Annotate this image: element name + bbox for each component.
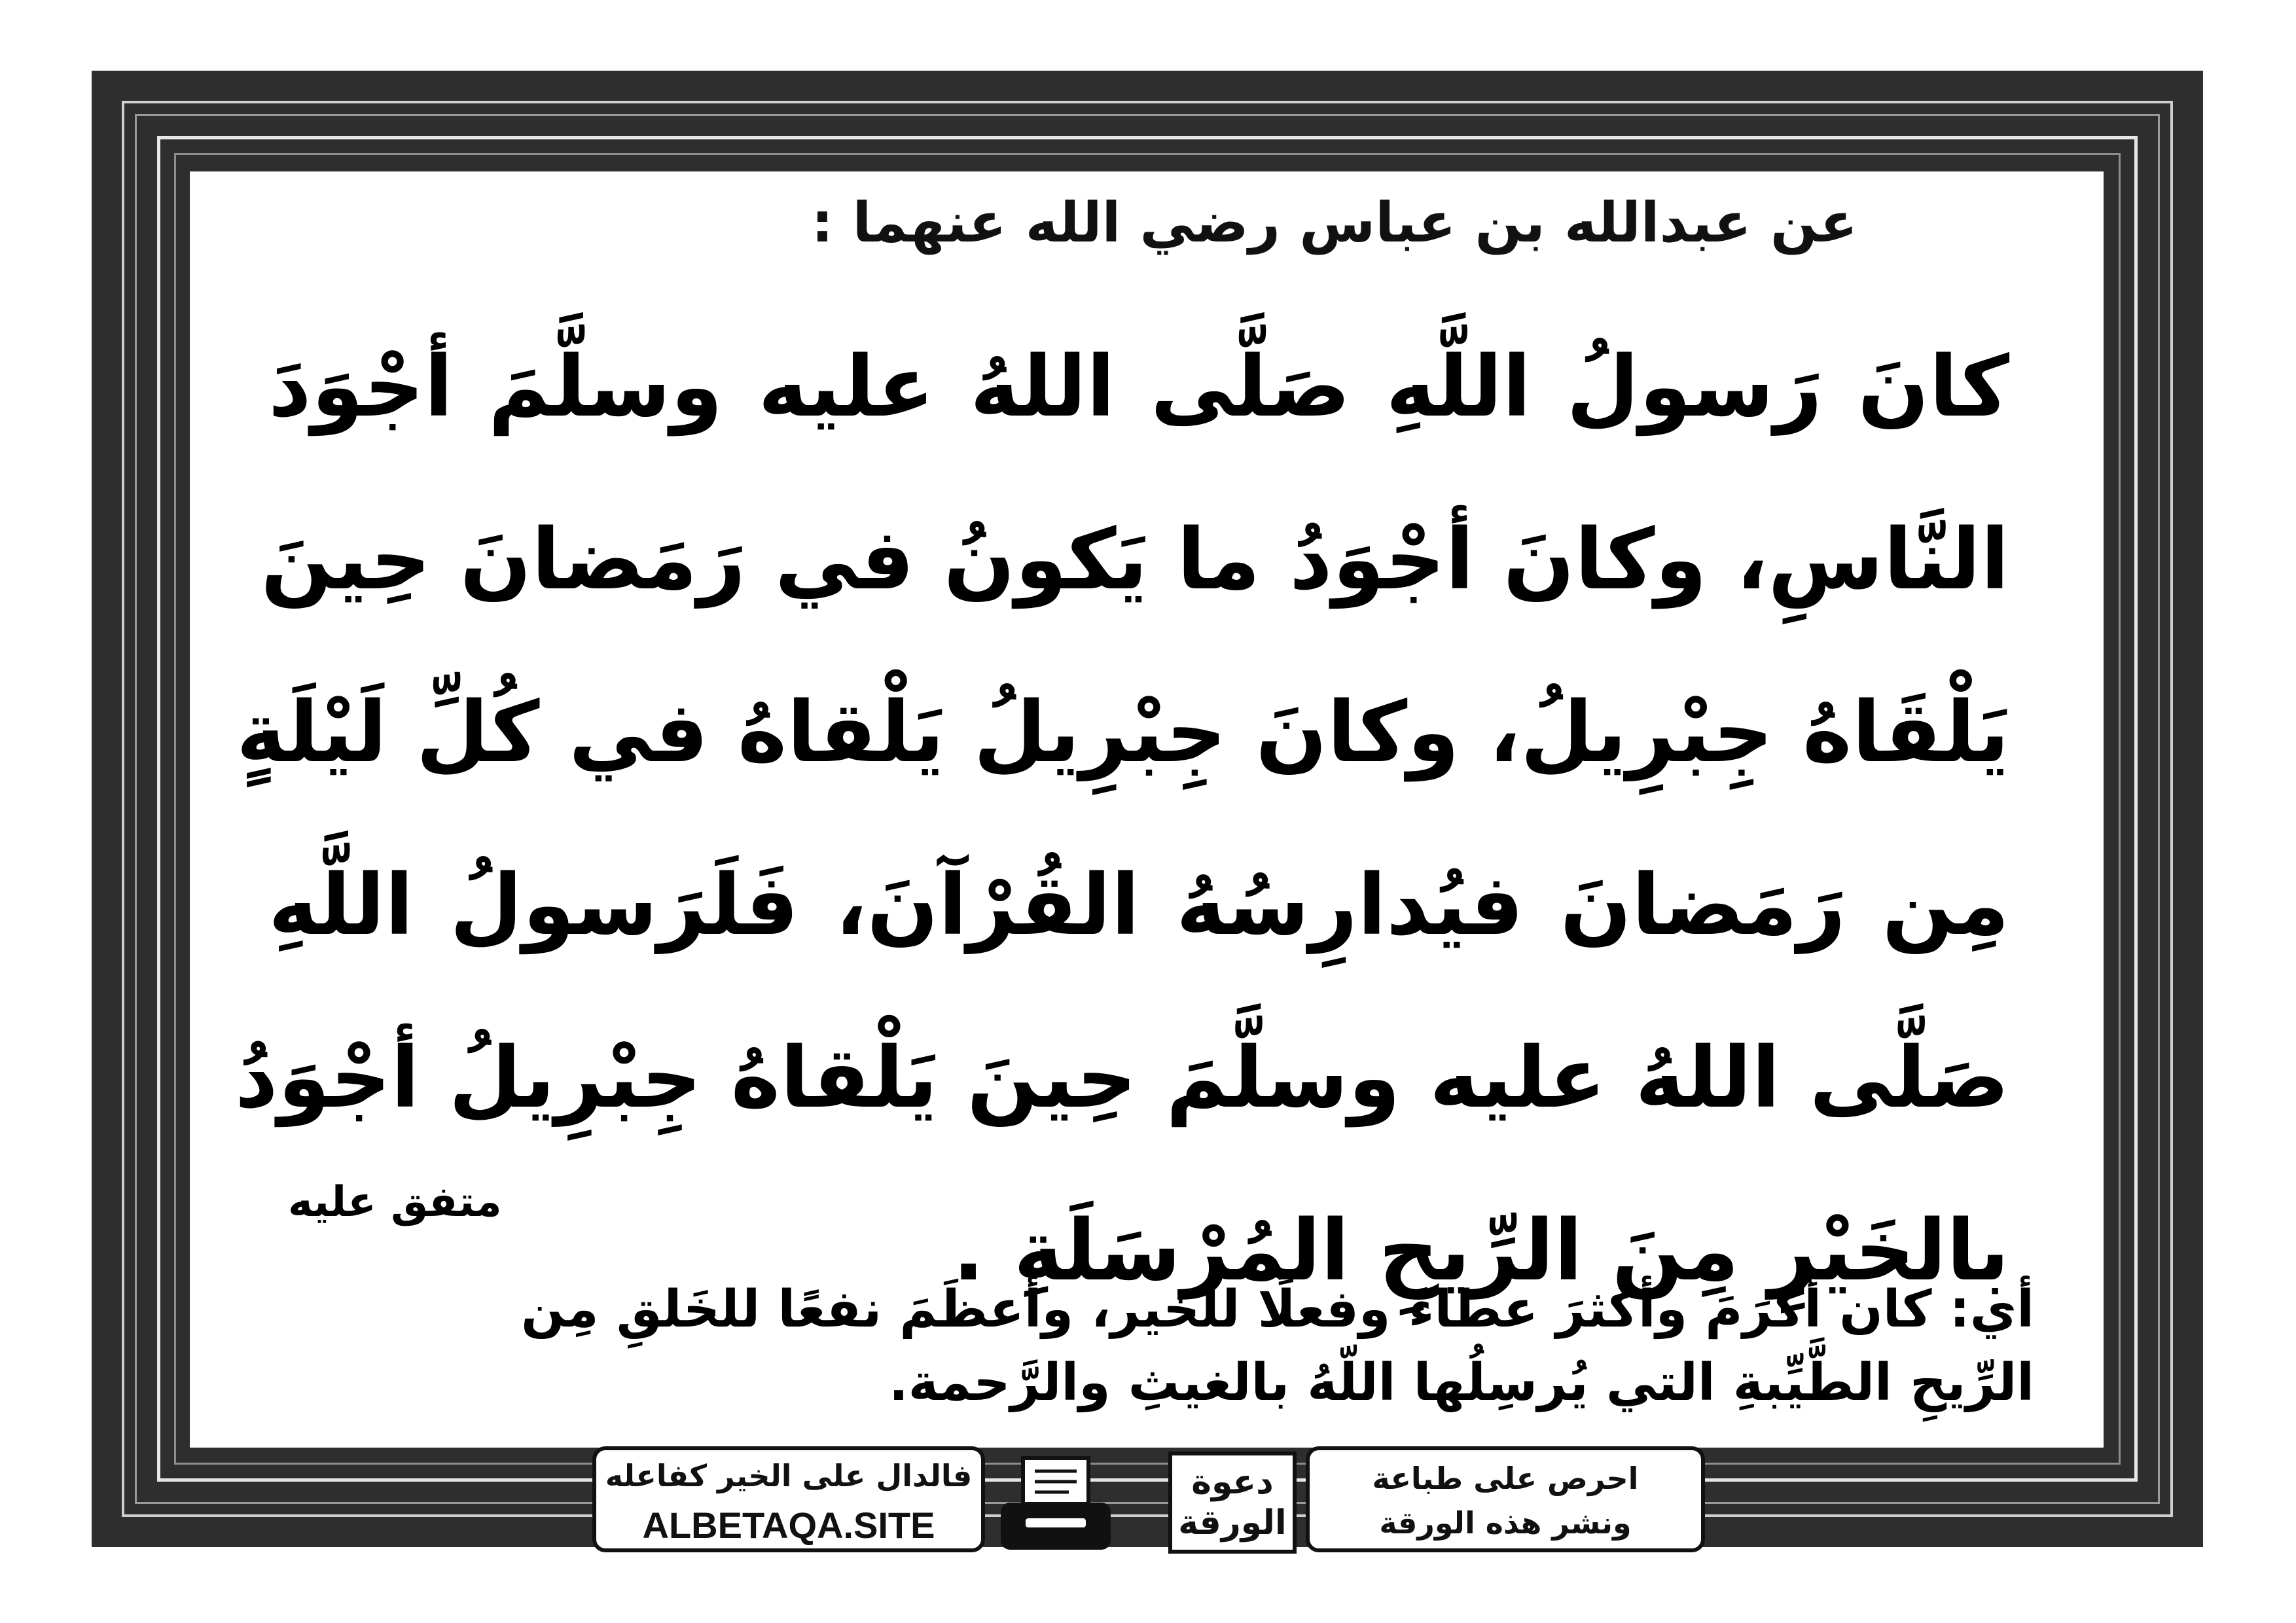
hadith-line: صَلَّى اللهُ عليه وسلَّمَ حِينَ يَلْقاهُ جِبْرِيلُ أجْوَدُ — [234, 1029, 2009, 1127]
explanation-line: أي: كان أكرَمَ وأكثرَ عطاءً وفعلًا للخير، وأعظَمَ نفعًا للخَلقِ مِن — [521, 1280, 2034, 1339]
hadith-narrator: عن عبدالله بن عباس رضي الله عنهما : — [811, 190, 1857, 255]
hadith-line: بالخَيْرِ مِنَ الرِّيحِ المُرْسَلَةِ . — [952, 1202, 2009, 1300]
website-slogan: فالدال على الخير كفاعله — [605, 1458, 973, 1493]
website-url[interactable]: ALBETAQA.SITE — [642, 1505, 935, 1546]
footer-strip — [592, 1446, 1705, 1552]
hadith-line: النَّاسِ، وكانَ أجْوَدُ ما يَكونُ في رَمَضانَ حِينَ — [260, 511, 2009, 609]
print-reminder-box — [1306, 1446, 1705, 1552]
logo-text-bottom: الورقة — [1178, 1503, 1287, 1543]
explanation-line: الرِّيحِ الطَّيِّبةِ التي يُرسِلُها اللّهُ بالغيثِ والرَّحمة. — [889, 1353, 2034, 1412]
hadith-line: كانَ رَسولُ اللَّهِ صَلَّى اللهُ عليه وسلَّمَ أجْوَدَ — [268, 338, 2009, 436]
hadith-line: يَلْقَاهُ جِبْرِيلُ، وكانَ جِبْرِيلُ يَلْقاهُ في كُلِّ لَيْلَةٍ — [236, 684, 2009, 781]
website-box — [592, 1446, 985, 1552]
albetaqa-logo — [1168, 1452, 1297, 1554]
hadith-line: مِن رَمَضانَ فيُدارِسُهُ القُرْآنَ، فَلَرَسولُ اللَّهِ — [268, 857, 2009, 954]
print-reminder-line1: احرص على طباعة — [1372, 1461, 1639, 1496]
logo-text-top: دعوة — [1191, 1463, 1274, 1502]
hadith-source: متفق عليه — [288, 1178, 502, 1226]
print-reminder-line2: ونشر هذه الورقة — [1379, 1505, 1632, 1541]
printer-icon — [997, 1455, 1115, 1554]
hadith-explanation — [274, 1273, 2034, 1419]
hadith-text — [234, 301, 2009, 1338]
